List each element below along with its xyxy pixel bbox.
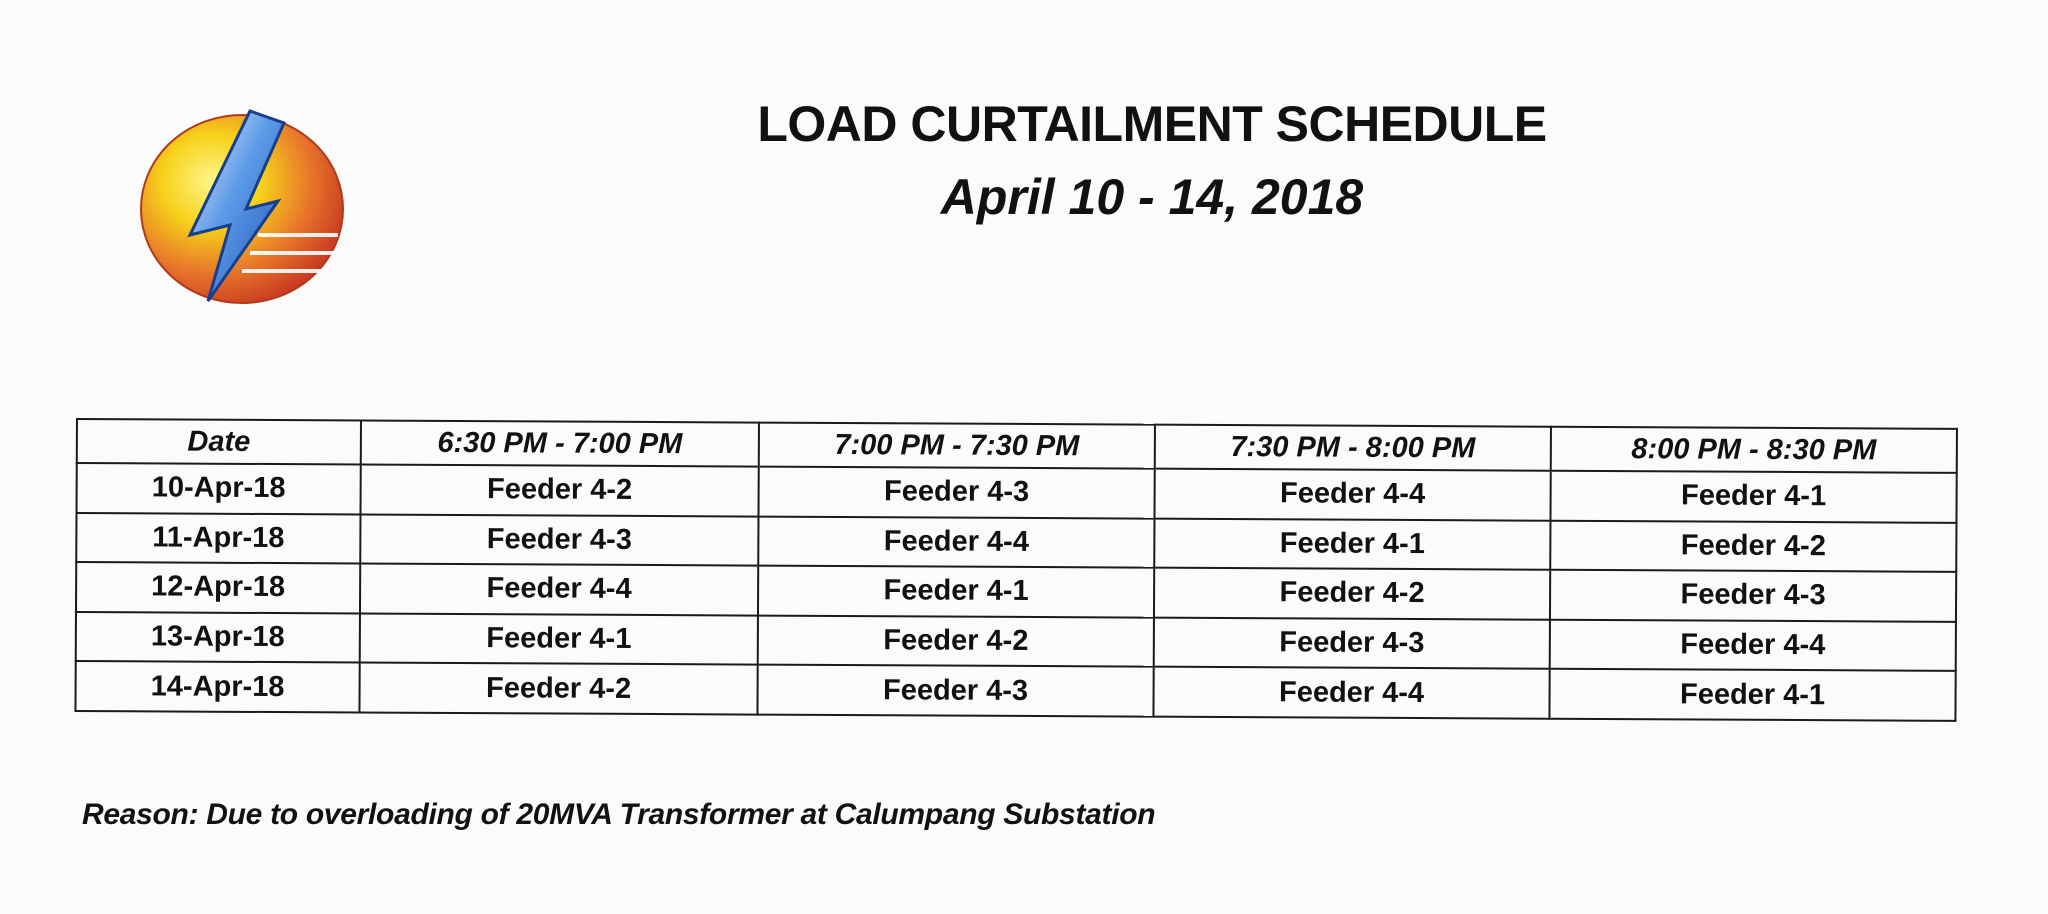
feeder-cell: Feeder 4-2: [1154, 568, 1550, 620]
feeder-cell: Feeder 4-2: [1550, 520, 1956, 572]
feeder-cell: Feeder 4-4: [1550, 620, 1956, 672]
header-slot-2: 7:00 PM - 7:30 PM: [759, 423, 1155, 469]
feeder-cell: Feeder 4-3: [360, 514, 758, 566]
feeder-cell: Feeder 4-2: [359, 663, 757, 715]
table-row: [75, 661, 1955, 720]
feeder-cell: Feeder 4-1: [360, 613, 758, 665]
feeder-cell: Feeder 4-1: [1550, 471, 1956, 523]
date-cell: 12-Apr-18: [76, 562, 360, 613]
feeder-cell: Feeder 4-3: [758, 467, 1154, 519]
date-cell: 13-Apr-18: [76, 612, 360, 663]
header-date: Date: [77, 419, 361, 464]
feeder-cell: Feeder 4-3: [757, 665, 1153, 717]
date-cell: 10-Apr-18: [77, 463, 361, 514]
feeder-cell: Feeder 4-3: [1154, 617, 1550, 669]
feeder-cell: Feeder 4-4: [1153, 667, 1549, 719]
reason-note: Reason: Due to overloading of 20MVA Transformer at Calumpang Substation: [82, 798, 1156, 831]
feeder-cell: Feeder 4-2: [758, 615, 1154, 667]
header: [640, 92, 1664, 232]
header-slot-1: 6:30 PM - 7:00 PM: [361, 420, 759, 466]
feeder-cell: Feeder 4-2: [361, 464, 759, 516]
page-title: LOAD CURTAILMENT SCHEDULE: [757, 96, 1547, 152]
date-cell: 14-Apr-18: [75, 661, 359, 712]
feeder-cell: Feeder 4-4: [1154, 469, 1550, 521]
feeder-cell: Feeder 4-1: [1154, 518, 1550, 570]
header-slot-4: 8:00 PM - 8:30 PM: [1551, 427, 1957, 473]
date-range: April 10 - 14, 2018: [940, 169, 1364, 225]
header-slot-3: 7:30 PM - 8:00 PM: [1155, 425, 1551, 471]
curtailment-table: [74, 418, 1958, 722]
feeder-cell: Feeder 4-4: [360, 564, 758, 616]
feeder-cell: Feeder 4-4: [758, 516, 1154, 568]
date-cell: 11-Apr-18: [76, 513, 360, 564]
feeder-cell: Feeder 4-1: [1549, 669, 1955, 721]
lightning-bolt-logo-icon: [138, 105, 350, 307]
feeder-cell: Feeder 4-1: [758, 566, 1154, 618]
feeder-cell: Feeder 4-3: [1550, 570, 1956, 622]
